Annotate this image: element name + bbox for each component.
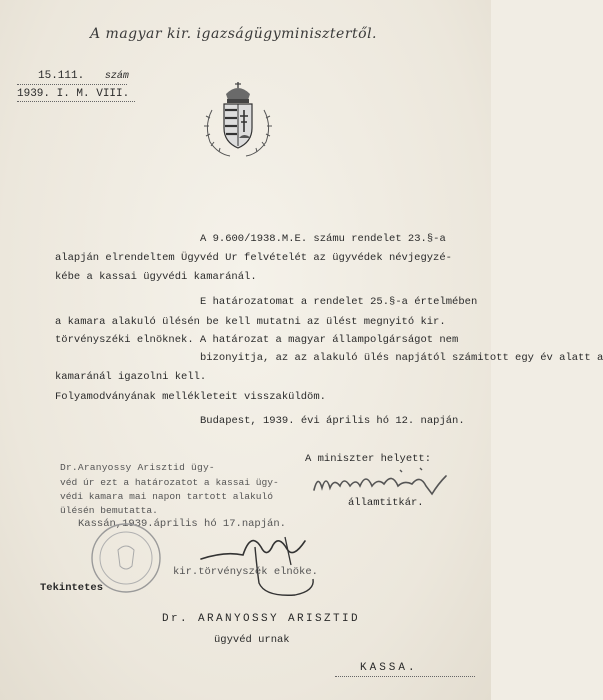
court-president-title: kir.törvényszék elnöke. (173, 566, 318, 578)
ministry-header: A magyar kir. igazságügyminisztertől. (90, 26, 377, 42)
recipient-city: KASSA. (360, 662, 418, 674)
reference-year-underline (17, 101, 135, 102)
annotation-date: Kassán,1939.április hó 17.napján. (78, 518, 286, 530)
body-line: alapján elrendeltem Ügyvéd Ur felvételét az ügyvédek névjegyzé- (55, 252, 452, 264)
salutation: Tekintetes (40, 582, 104, 594)
szam-label: szám (104, 71, 129, 82)
court-president-signature (195, 525, 325, 605)
body-line: bizonyitja, az az alakuló ülés napjától számitott egy év alatt a (200, 352, 603, 364)
body-line: kébe a kassai ügyvédi kamaránál. (55, 271, 257, 283)
reference-number-value: 15.111. (38, 70, 85, 82)
recipient-title: ügyvéd urnak (214, 634, 290, 646)
minister-deputy-label: A miniszter helyett: (305, 453, 432, 465)
annotation-line: véd úr ezt a határozatot a kassai ügy- (60, 477, 279, 488)
body-line: a kamara alakuló ülésén be kell mutatni az ülést megnyitó kir. (55, 316, 446, 328)
body-line: E határozatomat a rendelet 25.§-a értelmében (200, 296, 478, 308)
coat-of-arms-icon (200, 80, 276, 160)
reference-number (38, 70, 129, 82)
reference-underline (17, 84, 127, 85)
body-line: kamaránál igazolni kell. (55, 371, 207, 383)
city-underline (335, 676, 475, 677)
body-line: Folyamodványának mellékleteit visszaküldöm. (55, 391, 326, 403)
annotation-line: védi kamara mai napon tartott alakuló (60, 491, 274, 502)
reference-year: 1939. I. M. VIII. (17, 88, 130, 100)
annotation-line: ülésén bemutatta. (60, 505, 158, 516)
recipient-name: Dr. ARANYOSSY ARISZTID (162, 613, 361, 625)
annotation-line: Dr.Aranyossy Arisztid ügy- (60, 462, 215, 473)
body-line: A 9.600/1938.M.E. számu rendelet 23.§-a (200, 233, 446, 245)
state-secretary-title: államtitkár. (348, 497, 424, 509)
body-line: törvényszéki elnöknek. A határozat a magyar állampolgárságot nem (55, 334, 459, 346)
state-secretary-signature (308, 464, 458, 500)
body-line: Budapest, 1939. évi április hó 12. napján. (200, 415, 465, 427)
